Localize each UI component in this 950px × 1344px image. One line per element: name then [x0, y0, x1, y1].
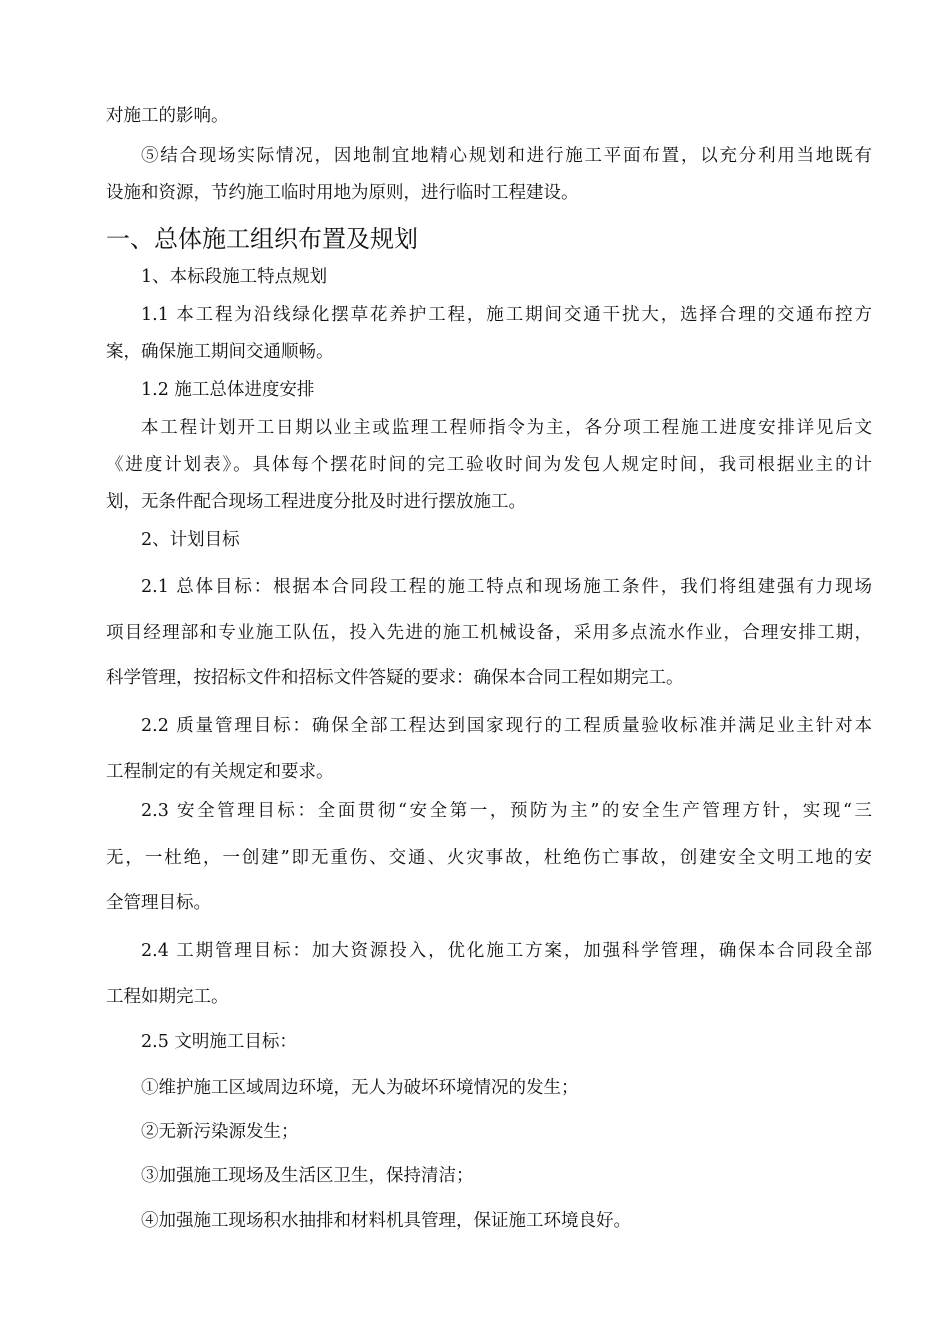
section-heading: 一、总体施工组织布置及规划: [106, 225, 418, 253]
subsection-heading: 1、本标段施工特点规划: [141, 267, 328, 287]
list-item: ①维护施工区域周边环境，无人为破坏环境情况的发生；: [141, 1078, 579, 1098]
list-item: ②无新污染源发生；: [141, 1122, 299, 1142]
paragraph-line: 本工程计划开工日期以业主或监理工程师指令为主，各分项工程施工进度安排详见后文: [141, 418, 872, 438]
paragraph-line: 无，一杜绝，一创建”即无重伤、交通、火灾事故，杜绝伤亡事故，创建安全文明工地的安: [106, 848, 872, 868]
paragraph-line: 2.3 安全管理目标：全面贯彻“安全第一，预防为主”的安全生产管理方针，实现“三: [141, 801, 872, 821]
paragraph-line: 案，确保施工期间交通顺畅。: [106, 342, 334, 362]
subsection-heading: 2.5 文明施工目标：: [141, 1032, 297, 1052]
paragraph-line: 《进度计划表》。具体每个摆花时间的完工验收时间为发包人规定时间，我司根据业主的计: [106, 455, 872, 475]
paragraph-line: 对施工的影响。: [106, 106, 229, 126]
paragraph-line: 设施和资源，节约施工临时用地为原则，进行临时工程建设。: [106, 183, 579, 203]
list-item: ③加强施工现场及生活区卫生，保持清洁；: [141, 1166, 474, 1186]
paragraph-line: ⑤结合现场实际情况，因地制宜地精心规划和进行施工平面布置，以充分利用当地既有: [141, 146, 872, 166]
paragraph-line: 全管理目标。: [106, 893, 211, 913]
paragraph-line: 2.2 质量管理目标：确保全部工程达到国家现行的工程质量验收标准并满足业主针对本: [141, 716, 872, 736]
subsection-heading: 1.2 施工总体进度安排: [141, 380, 315, 400]
subsection-heading: 2、计划目标: [141, 530, 240, 550]
list-item: ④加强施工现场积水抽排和材料机具管理，保证施工环境良好。: [141, 1211, 631, 1231]
paragraph-line: 工程如期完工。: [106, 987, 229, 1007]
paragraph-line: 科学管理，按招标文件和招标文件答疑的要求：确保本合同工程如期完工。: [106, 668, 684, 688]
paragraph-line: 2.4 工期管理目标：加大资源投入，优化施工方案，加强科学管理，确保本合同段全部: [141, 941, 872, 961]
paragraph-line: 划，无条件配合现场工程进度分批及时进行摆放施工。: [106, 492, 526, 512]
paragraph-line: 1.1 本工程为沿线绿化摆草花养护工程，施工期间交通干扰大，选择合理的交通布控方: [141, 305, 872, 325]
paragraph-line: 工程制定的有关规定和要求。: [106, 762, 334, 782]
paragraph-line: 2.1 总体目标：根据本合同段工程的施工特点和现场施工条件，我们将组建强有力现场: [141, 577, 872, 597]
paragraph-line: 项目经理部和专业施工队伍，投入先进的施工机械设备，采用多点流水作业，合理安排工期，: [106, 623, 872, 643]
